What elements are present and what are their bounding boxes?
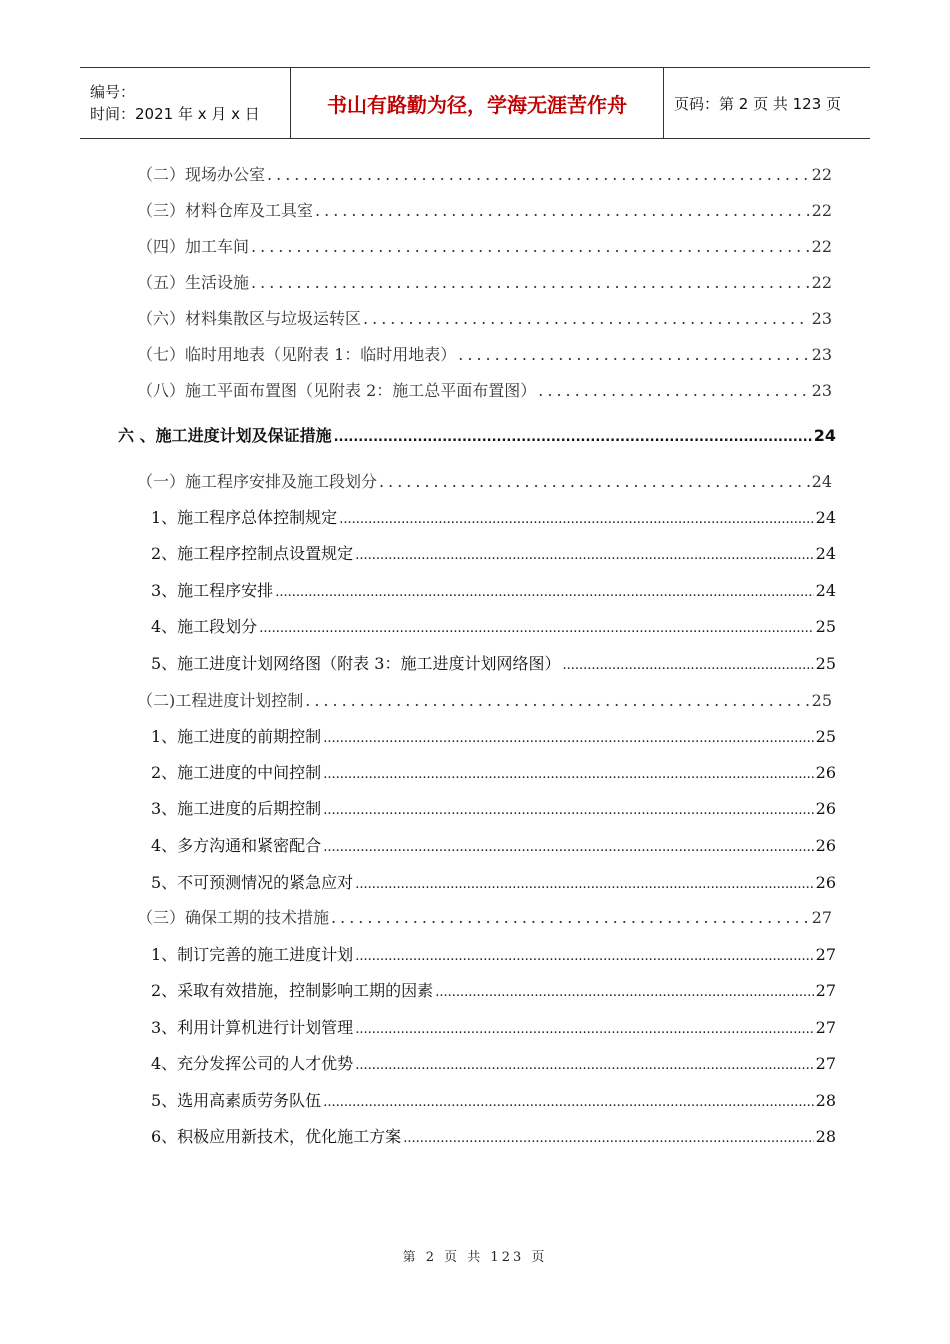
- toc-entry[interactable]: [151, 505, 836, 529]
- dot-leader: [305, 691, 809, 710]
- toc-entry-page: 25: [815, 617, 836, 636]
- toc-entry-page: 22: [811, 165, 832, 184]
- toc-entry-page: 27: [815, 1018, 836, 1037]
- toc-entry[interactable]: [151, 942, 836, 966]
- toc-entry-label: 6、积极应用新技术，优化施工方案: [151, 1127, 402, 1146]
- dot-leader: [355, 548, 813, 563]
- toc-entry[interactable]: [151, 760, 836, 784]
- toc-entry[interactable]: [137, 469, 832, 493]
- toc-entry-label: （四）加工车间: [137, 237, 250, 256]
- dot-leader: [323, 840, 813, 855]
- dot-leader: [403, 1131, 813, 1146]
- header-motto-cell: [290, 68, 664, 138]
- toc-entry-page: 26: [815, 799, 836, 818]
- toc-entry-label: 5、选用高素质劳务队伍: [151, 1091, 322, 1110]
- toc-entry-label: 1、施工进度的前期控制: [151, 727, 322, 746]
- toc-entry[interactable]: [151, 651, 836, 675]
- toc-entry[interactable]: [151, 1051, 836, 1075]
- toc-entry[interactable]: [137, 306, 832, 330]
- dot-leader: [315, 201, 810, 220]
- toc-entry-page: 23: [811, 381, 832, 400]
- toc-entry-page: 27: [815, 981, 836, 1000]
- dot-leader: [331, 908, 810, 927]
- dot-leader: [339, 512, 813, 527]
- toc-entry-label: （二)工程进度计划控制: [137, 691, 304, 710]
- toc-entry-page: 27: [815, 1054, 836, 1073]
- toc-entry-page: 24: [815, 544, 836, 563]
- dot-leader: [267, 165, 810, 184]
- toc-entry-page: 22: [811, 237, 832, 256]
- dot-leader: [435, 985, 813, 1000]
- toc-entry[interactable]: [137, 688, 832, 712]
- toc-entry[interactable]: [151, 578, 836, 602]
- toc-entry[interactable]: [151, 1124, 836, 1148]
- dot-leader: [363, 309, 810, 328]
- dot-leader: [323, 803, 813, 818]
- toc-entry-page: 24: [811, 472, 832, 491]
- dot-leader: [334, 430, 812, 445]
- header-page-info: 页码：第 2 页 共 123 页: [674, 94, 842, 113]
- toc-entry-label: 5、不可预测情况的紧急应对: [151, 873, 354, 892]
- dot-leader: [323, 1095, 813, 1110]
- toc-entry-page: 26: [815, 836, 836, 855]
- toc-entry[interactable]: [137, 234, 832, 258]
- toc-entry[interactable]: [151, 833, 836, 857]
- dot-leader: [355, 877, 813, 892]
- dot-leader: [259, 621, 813, 636]
- dot-leader: [355, 1022, 813, 1037]
- dot-leader: [323, 731, 813, 746]
- toc-entry-label: 3、施工进度的后期控制: [151, 799, 322, 818]
- document-number-label: 编号：: [90, 83, 136, 101]
- toc-entry-page: 27: [811, 908, 832, 927]
- toc-entry-label: 4、施工段划分: [151, 617, 258, 636]
- dot-leader: [538, 381, 809, 400]
- dot-leader: [355, 949, 813, 964]
- toc-entry-page: 26: [815, 763, 836, 782]
- toc-entry[interactable]: [151, 541, 836, 565]
- toc-entry-page: 22: [811, 201, 832, 220]
- toc-entry[interactable]: [137, 342, 832, 366]
- toc-entry-page: 26: [815, 873, 836, 892]
- toc-entry-label: 3、利用计算机进行计划管理: [151, 1018, 354, 1037]
- toc-entry-label: 4、充分发挥公司的人才优势: [151, 1054, 354, 1073]
- toc-entry-page: 23: [811, 309, 832, 328]
- toc-entry-label: （二）现场办公室: [137, 165, 266, 184]
- toc-entry-label: （三）材料仓库及工具室: [137, 201, 314, 220]
- toc-entry-page: 24: [815, 581, 836, 600]
- toc-entry-label: （七）临时用地表（见附表 1：临时用地表）: [137, 345, 457, 364]
- toc-entry[interactable]: [137, 378, 832, 402]
- toc-entry-page: 25: [815, 654, 836, 673]
- toc-entry-page: 23: [811, 345, 832, 364]
- dot-leader: [562, 658, 813, 673]
- toc-entry-label: 2、采取有效措施，控制影响工期的因素: [151, 981, 434, 1000]
- toc-entry-label: 1、制订完善的施工进度计划: [151, 945, 354, 964]
- toc-entry-label: （八）施工平面布置图（见附表 2：施工总平面布置图）: [137, 381, 537, 400]
- toc-entry-page: 25: [815, 727, 836, 746]
- dot-leader: [379, 472, 810, 491]
- toc-entry-page: 22: [811, 273, 832, 292]
- page-header: [80, 67, 870, 139]
- dot-leader: [275, 585, 813, 600]
- toc-entry[interactable]: [151, 796, 836, 820]
- toc-entry-label: 2、施工程序控制点设置规定: [151, 544, 354, 563]
- toc-entry-label: （一）施工程序安排及施工段划分: [137, 472, 378, 491]
- toc-entry-page: 25: [811, 691, 832, 710]
- toc-entry[interactable]: [151, 614, 836, 638]
- toc-entry-page: 28: [815, 1127, 836, 1146]
- toc-entry-label: 5、施工进度计划网络图（附表 3：施工进度计划网络图）: [151, 654, 561, 673]
- toc-entry[interactable]: [137, 198, 832, 222]
- toc-chapter-entry[interactable]: [118, 423, 836, 447]
- toc-entry-page: 24: [813, 426, 836, 445]
- page-footer: 第 2 页 共 123 页: [402, 1250, 548, 1265]
- toc-entry-label: 2、施工进度的中间控制: [151, 763, 322, 782]
- toc-entry-label: 六 、施工进度计划及保证措施: [118, 426, 332, 445]
- document-date: 时间：2021 年 x 月 x 日: [90, 105, 260, 123]
- toc-entry-page: 27: [815, 945, 836, 964]
- toc-entry-label: 1、施工程序总体控制规定: [151, 508, 338, 527]
- toc-entry-page: 28: [815, 1091, 836, 1110]
- toc-entry[interactable]: [151, 1088, 836, 1112]
- toc-entry-label: 4、多方沟通和紧密配合: [151, 836, 322, 855]
- toc-entry-page: 24: [815, 508, 836, 527]
- header-motto: 书山有路勤为径，学海无涯苦作舟: [327, 92, 627, 117]
- dot-leader: [355, 1058, 813, 1073]
- toc-entry[interactable]: [137, 270, 832, 294]
- dot-leader: [458, 345, 809, 364]
- header-meta: [80, 68, 290, 138]
- toc-entry-label: 3、施工程序安排: [151, 581, 274, 600]
- toc-entry[interactable]: [137, 162, 832, 186]
- toc-entry-label: （三）确保工期的技术措施: [137, 908, 330, 927]
- dot-leader: [251, 273, 810, 292]
- toc-entry-label: （五）生活设施: [137, 273, 250, 292]
- dot-leader: [323, 767, 813, 782]
- dot-leader: [251, 237, 810, 256]
- toc-entry-label: （六）材料集散区与垃圾运转区: [137, 309, 362, 328]
- toc-entry[interactable]: [151, 870, 836, 894]
- toc-entry[interactable]: [151, 1015, 836, 1039]
- toc-entry[interactable]: [137, 905, 832, 929]
- toc-entry[interactable]: [151, 978, 836, 1002]
- toc-entry[interactable]: [151, 724, 836, 748]
